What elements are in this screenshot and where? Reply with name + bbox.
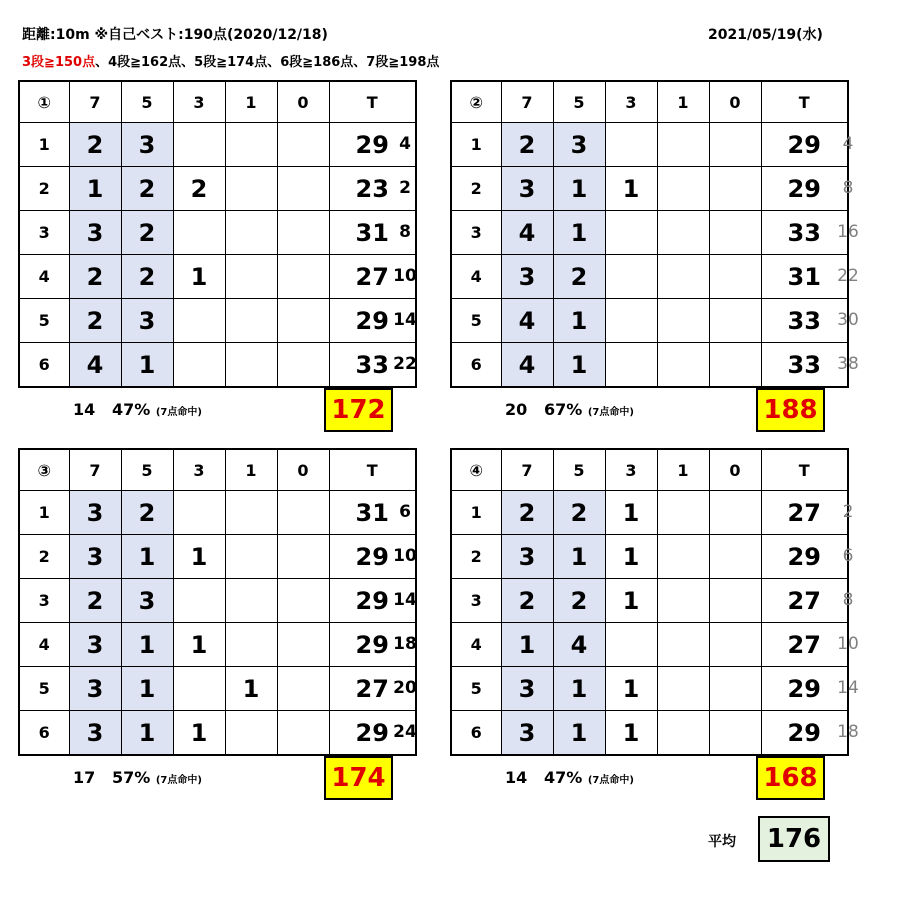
end-number: 2	[19, 167, 69, 211]
end-number: 4	[19, 623, 69, 667]
hit-count-cell: 1	[173, 535, 225, 579]
cumulative-count: 14	[393, 310, 417, 330]
column-header: T	[761, 81, 848, 123]
hit-count-cell	[657, 255, 709, 299]
hit-count-cell: 3	[69, 491, 121, 535]
hit-count-cell	[173, 343, 225, 388]
column-header: 5	[121, 81, 173, 123]
hit-count-cell	[277, 343, 329, 388]
end-total: 29	[329, 299, 416, 343]
cumulative-count: 38	[837, 354, 859, 374]
hit-count-cell: 3	[121, 299, 173, 343]
end-number: 1	[451, 123, 501, 167]
hit-count-cell	[225, 623, 277, 667]
end-total: 27	[329, 667, 416, 711]
hit-percentage: 67%	[543, 400, 583, 419]
column-header: 0	[709, 81, 761, 123]
column-header: 1	[657, 81, 709, 123]
distance-best-info: 距離:10m ※自己ベスト:190点(2020/12/18)	[22, 27, 328, 43]
table-row	[19, 579, 416, 623]
hit-count-cell: 3	[501, 711, 553, 756]
hit-count-cell: 2	[121, 491, 173, 535]
hit-count-cell	[657, 211, 709, 255]
column-header: 0	[709, 449, 761, 491]
hit-count-cell: 3	[69, 667, 121, 711]
table-header-row	[19, 81, 416, 123]
table-row	[19, 167, 416, 211]
end-number: 6	[19, 711, 69, 756]
table-header-row	[19, 449, 416, 491]
end-total: 27	[761, 491, 848, 535]
hit-count-cell: 1	[553, 667, 605, 711]
cumulative-count: 10	[837, 634, 859, 654]
hit-count-cell: 2	[553, 255, 605, 299]
end-number: 5	[19, 299, 69, 343]
end-total: 29	[329, 579, 416, 623]
column-header: 5	[553, 449, 605, 491]
cumulative-count: 6	[842, 546, 854, 566]
table-row	[19, 299, 416, 343]
average-label: 平均	[708, 834, 736, 850]
table-row	[451, 623, 848, 667]
hit-count-cell	[225, 123, 277, 167]
hit-count-cell: 3	[501, 667, 553, 711]
hit-count-cell	[709, 579, 761, 623]
column-header: 7	[69, 449, 121, 491]
column-header: 3	[173, 449, 225, 491]
end-number: 3	[19, 579, 69, 623]
hit-count-cell	[709, 299, 761, 343]
hit-count-cell	[225, 711, 277, 756]
table-row	[19, 255, 416, 299]
hit-count-cell	[225, 491, 277, 535]
round-total: 188	[756, 388, 825, 432]
hit-count-cell	[277, 711, 329, 756]
column-header: 0	[277, 81, 329, 123]
end-total: 29	[329, 123, 416, 167]
hit-count-cell: 2	[69, 579, 121, 623]
hit-count-cell: 1	[173, 711, 225, 756]
hit-count-cell	[173, 211, 225, 255]
table-row	[451, 667, 848, 711]
column-header: 5	[121, 449, 173, 491]
hit-count-cell: 3	[69, 211, 121, 255]
hit-count-cell: 4	[69, 343, 121, 388]
hit-count-cell: 2	[173, 167, 225, 211]
round-total: 168	[756, 756, 825, 800]
end-number: 3	[19, 211, 69, 255]
end-total: 23	[329, 167, 416, 211]
hit-count-cell: 4	[501, 343, 553, 388]
hit-count-cell: 1	[173, 255, 225, 299]
hit-count-cell	[605, 255, 657, 299]
round-marker: ①	[19, 81, 69, 123]
hit-count-cell	[277, 491, 329, 535]
cumulative-count: 4	[842, 134, 854, 154]
table-row	[19, 535, 416, 579]
end-total: 29	[329, 623, 416, 667]
column-header: T	[329, 81, 416, 123]
hit-percentage: 47%	[111, 400, 151, 419]
hit-count-cell: 1	[605, 491, 657, 535]
hit-count-cell	[277, 211, 329, 255]
hit-count-cell	[657, 667, 709, 711]
hit-count-cell	[277, 123, 329, 167]
session-date: 2021/05/19(水)	[708, 27, 823, 43]
hit-count-cell	[173, 299, 225, 343]
round-marker: ③	[19, 449, 69, 491]
hit-count-cell: 1	[553, 535, 605, 579]
hit-count-cell	[709, 711, 761, 756]
hit-count-cell	[605, 343, 657, 388]
hit-count-cell	[277, 167, 329, 211]
hit-percentage: 57%	[111, 768, 151, 787]
hit-note: (7点命中)	[155, 407, 202, 418]
hit-count-cell: 3	[69, 711, 121, 756]
hit-count-cell: 1	[553, 343, 605, 388]
score-table-round-1	[18, 80, 417, 388]
hit-count-cell	[657, 343, 709, 388]
hit-count-cell	[225, 579, 277, 623]
average-score: 176	[758, 816, 830, 862]
hit-count-cell	[277, 623, 329, 667]
end-total: 31	[329, 211, 416, 255]
table-header-row	[451, 81, 848, 123]
hit-count-cell: 3	[553, 123, 605, 167]
cumulative-count: 22	[837, 266, 859, 286]
hit-count-cell	[657, 123, 709, 167]
hits-count: 17	[73, 768, 96, 787]
hit-count-cell: 2	[121, 167, 173, 211]
hit-count-cell: 3	[501, 255, 553, 299]
hit-count-cell	[605, 123, 657, 167]
hit-count-cell	[225, 255, 277, 299]
end-total: 31	[329, 491, 416, 535]
hit-count-cell: 3	[69, 623, 121, 667]
round-summary	[505, 768, 634, 787]
cumulative-count: 8	[842, 590, 854, 610]
hit-count-cell: 1	[605, 667, 657, 711]
cumulative-count: 20	[393, 678, 417, 698]
end-number: 1	[19, 491, 69, 535]
end-total: 33	[761, 299, 848, 343]
end-number: 5	[451, 299, 501, 343]
end-total: 29	[329, 711, 416, 756]
end-total: 29	[761, 123, 848, 167]
hit-count-cell	[709, 623, 761, 667]
hit-count-cell: 2	[69, 255, 121, 299]
end-total: 31	[761, 255, 848, 299]
round-marker: ②	[451, 81, 501, 123]
end-total: 29	[329, 535, 416, 579]
round-total: 174	[324, 756, 393, 800]
column-header: 7	[501, 81, 553, 123]
end-number: 3	[451, 211, 501, 255]
end-total: 33	[329, 343, 416, 388]
table-row	[451, 167, 848, 211]
cumulative-count: 14	[393, 590, 417, 610]
column-header: T	[761, 449, 848, 491]
table-row	[19, 123, 416, 167]
cumulative-count: 18	[837, 722, 859, 742]
hit-count-cell: 1	[553, 211, 605, 255]
column-header: 3	[605, 449, 657, 491]
end-total: 29	[761, 535, 848, 579]
table-row	[451, 255, 848, 299]
hit-count-cell: 2	[501, 491, 553, 535]
hit-count-cell	[277, 579, 329, 623]
hit-count-cell	[225, 535, 277, 579]
hit-count-cell: 2	[69, 299, 121, 343]
hit-count-cell: 1	[173, 623, 225, 667]
cumulative-count: 10	[393, 266, 417, 286]
hit-count-cell: 2	[121, 211, 173, 255]
hit-count-cell	[657, 579, 709, 623]
hit-count-cell	[709, 667, 761, 711]
hit-count-cell	[657, 299, 709, 343]
hit-count-cell: 3	[69, 535, 121, 579]
hit-count-cell	[277, 667, 329, 711]
hit-count-cell	[173, 491, 225, 535]
hit-count-cell: 1	[605, 579, 657, 623]
end-number: 6	[19, 343, 69, 388]
hit-count-cell: 3	[121, 123, 173, 167]
table-row	[19, 211, 416, 255]
hit-count-cell	[709, 167, 761, 211]
end-number: 6	[451, 711, 501, 756]
end-number: 2	[451, 535, 501, 579]
hit-count-cell: 1	[605, 535, 657, 579]
hit-count-cell	[225, 167, 277, 211]
rank-threshold-highlight: 3段≧150点	[22, 55, 96, 70]
cumulative-count: 30	[837, 310, 859, 330]
hit-count-cell	[225, 211, 277, 255]
hit-count-cell: 1	[553, 711, 605, 756]
table-row	[451, 535, 848, 579]
hit-count-cell: 1	[605, 711, 657, 756]
table-row	[19, 343, 416, 388]
hit-count-cell: 2	[553, 491, 605, 535]
end-number: 3	[451, 579, 501, 623]
table-row	[19, 491, 416, 535]
end-number: 5	[451, 667, 501, 711]
hit-count-cell: 2	[501, 579, 553, 623]
column-header: 1	[225, 449, 277, 491]
hit-count-cell	[657, 711, 709, 756]
cumulative-count: 2	[842, 502, 854, 522]
hit-count-cell	[225, 299, 277, 343]
hit-count-cell	[173, 579, 225, 623]
end-total: 27	[761, 623, 848, 667]
cumulative-count: 16	[837, 222, 859, 242]
end-total: 29	[761, 167, 848, 211]
end-number: 2	[451, 167, 501, 211]
round-total: 172	[324, 388, 393, 432]
hit-count-cell: 1	[225, 667, 277, 711]
end-number: 4	[451, 623, 501, 667]
hit-count-cell: 1	[553, 299, 605, 343]
cumulative-count: 14	[837, 678, 859, 698]
cumulative-count: 10	[393, 546, 417, 566]
hit-count-cell: 1	[121, 535, 173, 579]
column-header: 1	[225, 81, 277, 123]
hit-count-cell: 1	[121, 667, 173, 711]
hit-count-cell: 4	[501, 211, 553, 255]
cumulative-count: 8	[842, 178, 854, 198]
score-table-round-4	[450, 448, 849, 756]
hit-count-cell: 1	[121, 623, 173, 667]
hit-count-cell: 3	[121, 579, 173, 623]
column-header: 3	[605, 81, 657, 123]
end-number: 1	[451, 491, 501, 535]
end-total: 27	[329, 255, 416, 299]
table-row	[19, 711, 416, 756]
table-row	[451, 579, 848, 623]
hit-count-cell	[277, 255, 329, 299]
end-total: 29	[761, 667, 848, 711]
column-header: 3	[173, 81, 225, 123]
end-number: 6	[451, 343, 501, 388]
cumulative-count: 24	[393, 722, 417, 742]
hit-count-cell: 4	[553, 623, 605, 667]
hit-count-cell	[709, 535, 761, 579]
cumulative-count: 2	[399, 178, 411, 198]
end-number: 5	[19, 667, 69, 711]
hit-count-cell	[709, 255, 761, 299]
table-row	[19, 623, 416, 667]
end-number: 4	[19, 255, 69, 299]
round-summary	[73, 768, 202, 787]
round-marker: ④	[451, 449, 501, 491]
hit-count-cell	[709, 343, 761, 388]
hit-count-cell: 3	[501, 167, 553, 211]
hit-count-cell	[657, 535, 709, 579]
hit-percentage: 47%	[543, 768, 583, 787]
hit-count-cell	[657, 167, 709, 211]
hit-count-cell	[277, 299, 329, 343]
column-header: 7	[69, 81, 121, 123]
round-summary	[505, 400, 634, 419]
table-row	[451, 711, 848, 756]
hit-count-cell: 1	[69, 167, 121, 211]
rank-threshold-rest: 、4段≧162点、5段≧174点、6段≧186点、7段≧198点	[95, 55, 440, 70]
column-header: 7	[501, 449, 553, 491]
hit-count-cell: 1	[121, 711, 173, 756]
hit-count-cell	[709, 491, 761, 535]
end-number: 1	[19, 123, 69, 167]
cumulative-count: 8	[399, 222, 411, 242]
hit-note: (7点命中)	[155, 775, 202, 786]
end-total: 33	[761, 211, 848, 255]
hits-count: 20	[505, 400, 528, 419]
end-number: 4	[451, 255, 501, 299]
cumulative-count: 6	[399, 502, 411, 522]
hit-count-cell: 2	[553, 579, 605, 623]
score-table-round-2	[450, 80, 849, 388]
hit-note: (7点命中)	[587, 407, 634, 418]
hit-count-cell: 1	[501, 623, 553, 667]
hit-count-cell	[657, 623, 709, 667]
column-header: T	[329, 449, 416, 491]
hit-count-cell	[605, 623, 657, 667]
cumulative-count: 4	[399, 134, 411, 154]
hit-count-cell	[173, 667, 225, 711]
hit-count-cell: 2	[501, 123, 553, 167]
table-row	[451, 343, 848, 388]
table-row	[451, 123, 848, 167]
hit-count-cell	[657, 491, 709, 535]
hit-count-cell	[605, 211, 657, 255]
score-table-round-3	[18, 448, 417, 756]
hit-count-cell	[709, 211, 761, 255]
column-header: 1	[657, 449, 709, 491]
hit-note: (7点命中)	[587, 775, 634, 786]
end-number: 2	[19, 535, 69, 579]
table-row	[451, 211, 848, 255]
hit-count-cell: 3	[501, 535, 553, 579]
hit-count-cell	[605, 299, 657, 343]
hits-count: 14	[73, 400, 96, 419]
hit-count-cell: 2	[69, 123, 121, 167]
round-summary	[73, 400, 202, 419]
table-row	[451, 491, 848, 535]
hit-count-cell: 2	[121, 255, 173, 299]
hit-count-cell: 1	[605, 167, 657, 211]
end-total: 33	[761, 343, 848, 388]
hit-count-cell	[173, 123, 225, 167]
hits-count: 14	[505, 768, 528, 787]
column-header: 0	[277, 449, 329, 491]
hit-count-cell: 1	[121, 343, 173, 388]
end-total: 27	[761, 579, 848, 623]
hit-count-cell	[225, 343, 277, 388]
table-row	[451, 299, 848, 343]
rank-thresholds	[22, 51, 439, 70]
table-header-row	[451, 449, 848, 491]
cumulative-count: 18	[393, 634, 417, 654]
hit-count-cell	[709, 123, 761, 167]
hit-count-cell	[277, 535, 329, 579]
table-row	[19, 667, 416, 711]
column-header: 5	[553, 81, 605, 123]
end-total: 29	[761, 711, 848, 756]
cumulative-count: 22	[393, 354, 417, 374]
hit-count-cell: 1	[553, 167, 605, 211]
hit-count-cell: 4	[501, 299, 553, 343]
